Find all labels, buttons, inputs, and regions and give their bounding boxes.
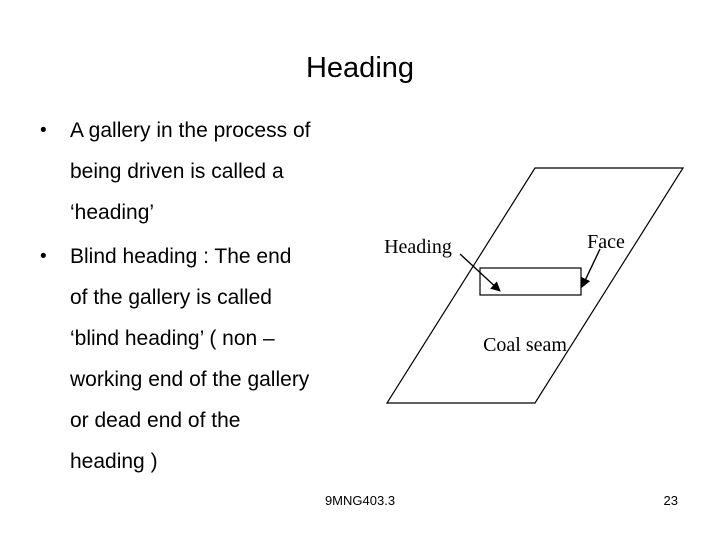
bullet-line: working end of the gallery [70,368,310,391]
coal-seam-label: Coal seam [483,334,567,356]
bullet-dot: • [40,120,47,141]
bullet-line: A gallery in the process of [70,119,311,142]
blind-heading-gallery [480,268,581,295]
bullet-line: or dead end of the [70,409,241,432]
face-label: Face [587,231,625,253]
bullet-line: being driven is called a [70,160,284,183]
bullet-line: heading ) [70,450,158,473]
bullet-line: ‘blind heading’ ( non – [70,327,275,350]
face-arrow [582,249,600,287]
bullet-line: Blind heading : The end [70,245,292,268]
heading-label: Heading [384,236,452,258]
footer-course-code: 9MNG403.3 [324,493,396,508]
bullet-line: of the gallery is called [70,286,272,309]
coal-seam-parallelogram [387,168,683,403]
bullet-dot: • [40,246,47,267]
slide-title: Heading [305,52,415,84]
footer-page-number: 23 [663,493,678,508]
bullet-line: ‘heading’ [70,201,155,224]
